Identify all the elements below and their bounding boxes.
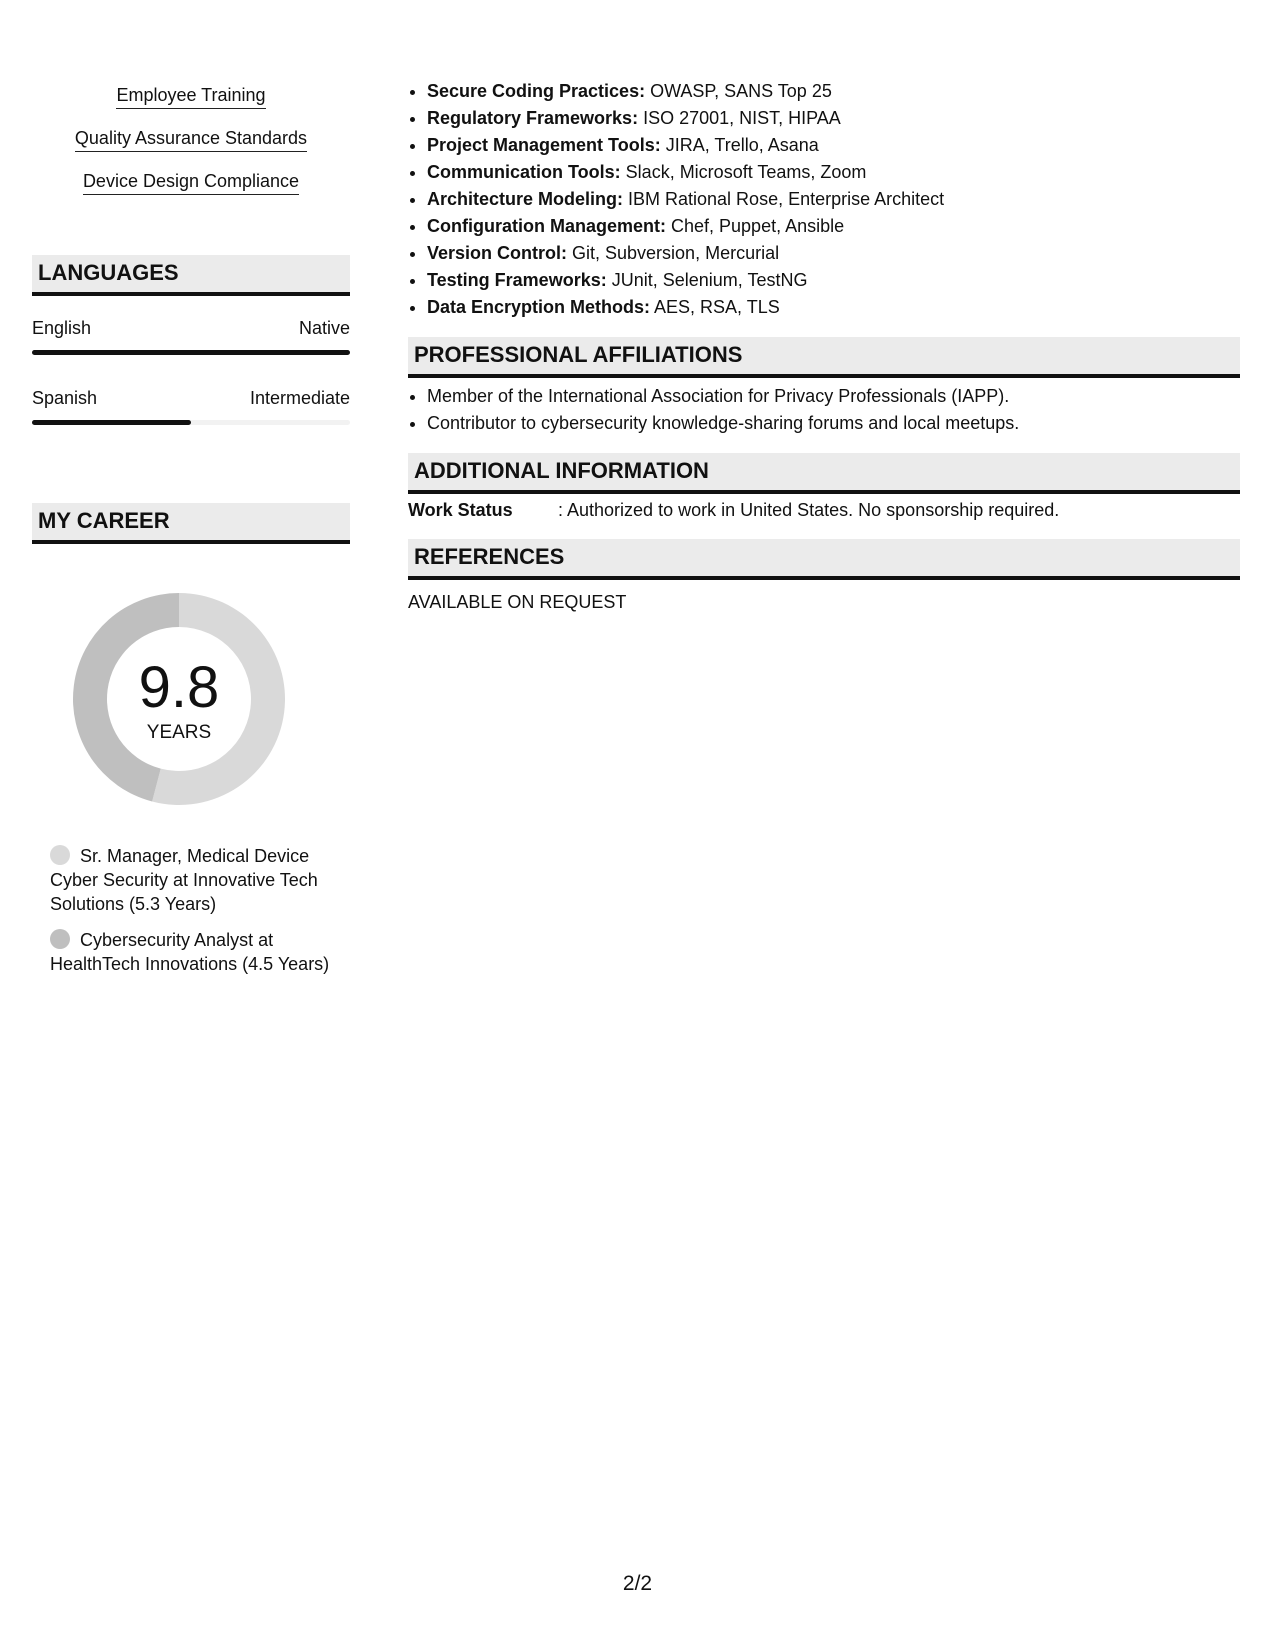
list-item: • Contributor to cybersecurity knowledge-sharing forums and local meetups. — [427, 410, 1239, 437]
skill-label: Data Encryption Methods: — [427, 297, 651, 317]
skill-value: Chef, Puppet, Ansible — [666, 216, 845, 236]
technical-skills-list — [408, 78, 1239, 321]
language-level: Intermediate — [249, 388, 350, 408]
page-number: 2/2 — [622, 1572, 653, 1595]
work-status-value: : Authorized to work in United States. No sponsorship required. — [558, 500, 1060, 520]
skill-label: Configuration Management: — [427, 216, 666, 236]
list-item — [427, 267, 1239, 294]
legend-label: Cybersecurity Analyst at HealthTech Innovations (4.5 Years) — [50, 930, 330, 974]
affiliations-list — [408, 383, 1239, 437]
skill-label: Testing Frameworks: — [427, 270, 607, 290]
legend-item — [50, 928, 330, 976]
list-item — [427, 213, 1239, 240]
skill-tags — [32, 84, 350, 213]
skill-label: Architecture Modeling: — [427, 189, 624, 209]
skill-value: JIRA, Trello, Asana — [660, 135, 819, 155]
work-status-label: Work Status — [408, 500, 513, 520]
language-name: Spanish — [32, 388, 98, 408]
list-item — [427, 186, 1239, 213]
legend-swatch — [50, 929, 70, 949]
language-name: English — [32, 318, 92, 338]
list-item — [427, 240, 1239, 267]
skill-value: Git, Subversion, Mercurial — [567, 243, 780, 263]
skill-value: AES, RSA, TLS — [650, 297, 780, 317]
language-proficiency-bar — [32, 350, 350, 355]
legend-label: Sr. Manager, Medical Device Cyber Security at Innovative Tech Solutions (5.3 Years) — [50, 846, 318, 914]
skill-tag: Employee Training — [116, 84, 265, 109]
list-item — [427, 78, 1239, 105]
skill-label: Regulatory Frameworks: — [427, 108, 639, 128]
list-item — [427, 132, 1239, 159]
skill-value: OWASP, SANS Top 25 — [645, 81, 832, 101]
skill-label: Project Management Tools: — [427, 135, 661, 155]
skill-value: Slack, Microsoft Teams, Zoom — [620, 162, 867, 182]
skill-value: IBM Rational Rose, Enterprise Architect — [623, 189, 945, 209]
list-item — [427, 105, 1239, 132]
skill-value: JUnit, Selenium, TestNG — [606, 270, 808, 290]
additional-info-heading: ADDITIONAL INFORMATION — [408, 453, 1240, 494]
career-heading: MY CAREER — [32, 503, 350, 544]
skill-label: Version Control: — [427, 243, 568, 263]
list-item — [427, 159, 1239, 186]
list-item: • Member of the International Association for Privacy Professionals (IAPP). — [427, 383, 1239, 410]
language-proficiency-bar — [32, 420, 350, 425]
legend-swatch — [50, 845, 70, 865]
references-heading: REFERENCES — [408, 539, 1240, 580]
affiliations-heading: PROFESSIONAL AFFILIATIONS — [408, 337, 1240, 378]
career-years-unit: YEARS — [146, 722, 212, 743]
skill-label: Secure Coding Practices: — [427, 81, 646, 101]
skill-label: Communication Tools: — [427, 162, 621, 182]
references-text: AVAILABLE ON REQUEST — [408, 592, 627, 612]
language-proficiency-fill — [32, 420, 191, 425]
languages-heading: LANGUAGES — [32, 255, 350, 296]
career-total-years: 9.8 — [138, 655, 220, 720]
skill-value: ISO 27001, NIST, HIPAA — [638, 108, 841, 128]
career-legend — [50, 844, 330, 988]
legend-item — [50, 844, 330, 916]
career-donut-chart — [66, 586, 292, 812]
skill-tag: Device Design Compliance — [83, 170, 299, 195]
list-item — [427, 294, 1239, 321]
work-status-row — [408, 500, 1240, 521]
language-level: Native — [298, 318, 350, 338]
language-proficiency-fill — [32, 350, 350, 355]
skill-tag: Quality Assurance Standards — [75, 127, 307, 152]
